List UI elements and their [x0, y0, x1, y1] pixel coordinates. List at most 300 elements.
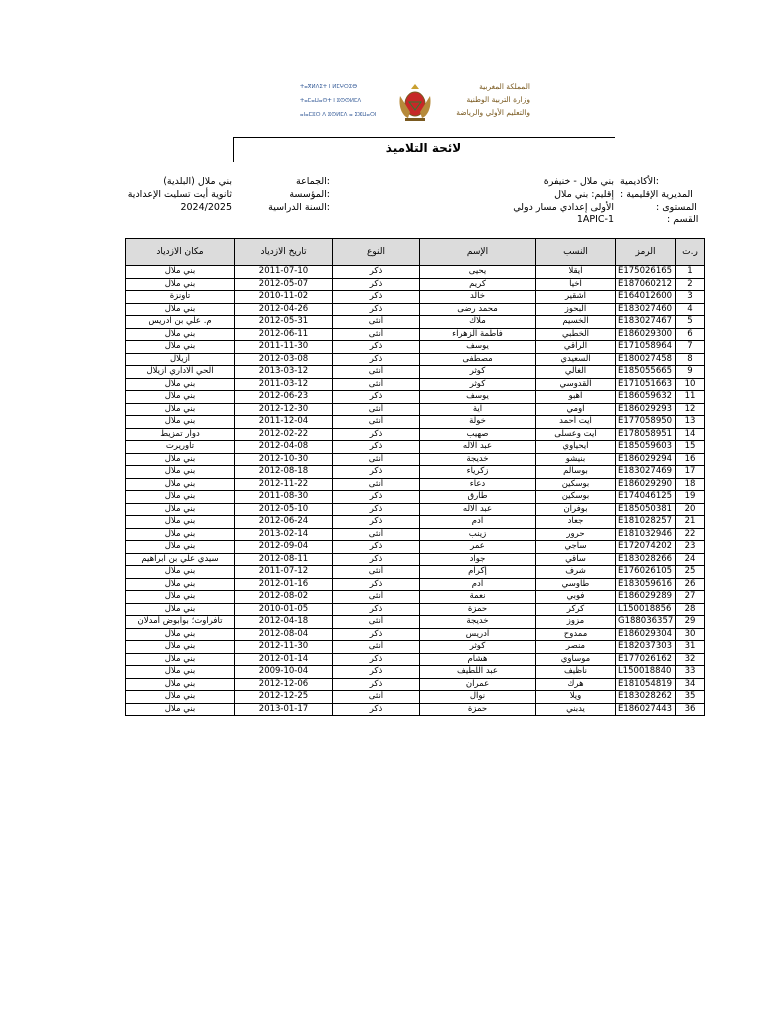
student-last-name: فوبي [536, 591, 616, 604]
row-number: 25 [676, 566, 705, 579]
student-last-name: القدوسي [536, 378, 616, 391]
student-first-name: كوثر [420, 366, 536, 379]
student-first-name: زينب [420, 528, 536, 541]
directorate-value: إقليم: بني ملال [554, 189, 614, 200]
student-code: E180027458 [616, 353, 676, 366]
student-first-name: نعمة [420, 591, 536, 604]
student-code: E183059616 [616, 578, 676, 591]
student-last-name: ناظيف [536, 666, 616, 679]
student-gender: ذكر [333, 703, 420, 716]
row-number: 30 [676, 628, 705, 641]
student-gender: أنثى [333, 616, 420, 629]
student-last-name: ساقي [536, 553, 616, 566]
student-code: E183027460 [616, 303, 676, 316]
student-birthplace: بني ملال [126, 516, 235, 529]
row-number: 27 [676, 591, 705, 604]
school-year-label: :السنة الدراسية [268, 202, 330, 213]
student-birthdate: 2012-04-08 [235, 441, 333, 454]
col-header-last-name: النسب [536, 239, 616, 266]
student-first-name: عمران [420, 678, 536, 691]
student-code: E186059632 [616, 391, 676, 404]
student-birthplace: بني ملال [126, 678, 235, 691]
section-value: 1APIC-1 [576, 214, 614, 225]
table-row [126, 553, 705, 566]
student-code: E185050381 [616, 503, 676, 516]
row-number: 9 [676, 366, 705, 379]
student-birthplace: الحي الاداري ازيلال [126, 366, 235, 379]
student-first-name: محمد رضى [420, 303, 536, 316]
table-row [126, 653, 705, 666]
student-first-name: خولة [420, 416, 536, 429]
student-code: E183028262 [616, 691, 676, 704]
student-last-name: ساجي [536, 541, 616, 554]
student-code: E186029290 [616, 478, 676, 491]
student-code: E186029289 [616, 591, 676, 604]
student-code: L150018840 [616, 666, 676, 679]
student-birthdate: 2012-01-16 [235, 578, 333, 591]
student-last-name: الخطبي [536, 328, 616, 341]
student-last-name: ايت أحمد [536, 416, 616, 429]
student-birthplace: دوار تمزيط [126, 428, 235, 441]
student-gender: أنثى [333, 416, 420, 429]
table-row [126, 666, 705, 679]
student-last-name: بوسكين [536, 491, 616, 504]
row-number: 29 [676, 616, 705, 629]
table-row [126, 628, 705, 641]
student-gender: ذكر [333, 678, 420, 691]
student-gender: أنثى [333, 641, 420, 654]
row-number: 24 [676, 553, 705, 566]
institution-label: :المؤسسة [289, 189, 330, 200]
tifinagh-ministry-text: ⵜⴰⴳⵍⴷⵉⵜ ⵏ ⵍⵎⵖⵔⵉⴱ ⵜⴰⵎⴰⵡⴰⵙⵜ ⵏ ⵓⵙⵙⵍⵎⴷ ⴰⵏⴰⵎⵓⵔ ⴷ ⵓⵙⵍⵎⴷ ⴰ ⵉⵣⵡⴰⵔⵏ [300, 84, 377, 118]
student-first-name: حمزة [420, 603, 536, 616]
row-number: 19 [676, 491, 705, 504]
student-birthdate: 2012-05-07 [235, 278, 333, 291]
student-last-name: حرور [536, 528, 616, 541]
student-gender: أنثى [333, 453, 420, 466]
table-row [126, 291, 705, 304]
table-row [126, 503, 705, 516]
student-birthdate: 2009-10-04 [235, 666, 333, 679]
row-number: 2 [676, 278, 705, 291]
student-code: E185059603 [616, 441, 676, 454]
row-number: 8 [676, 353, 705, 366]
student-first-name: إكرام [420, 566, 536, 579]
table-row [126, 566, 705, 579]
level-value: الأولى إعدادي مسار دولي [513, 202, 614, 213]
student-first-name: صهيب [420, 428, 536, 441]
row-number: 28 [676, 603, 705, 616]
row-number: 14 [676, 428, 705, 441]
student-code: E186029293 [616, 403, 676, 416]
student-gender: ذكر [333, 553, 420, 566]
student-first-name: نوال [420, 691, 536, 704]
student-birthplace: بني ملال [126, 403, 235, 416]
student-birthplace: بني ملال [126, 578, 235, 591]
col-header-number: ر.ت [676, 239, 705, 266]
student-code: E182037303 [616, 641, 676, 654]
student-last-name: مزوز [536, 616, 616, 629]
student-last-name: ايت وعسلى [536, 428, 616, 441]
student-birthplace: بني ملال [126, 341, 235, 354]
student-birthdate: 2012-04-18 [235, 616, 333, 629]
row-number: 13 [676, 416, 705, 429]
student-code: E186029294 [616, 453, 676, 466]
student-code: E181032946 [616, 528, 676, 541]
student-birthplace: م. علي بن ادريس [126, 316, 235, 329]
student-first-name: آية [420, 403, 536, 416]
student-gender: ذكر [333, 303, 420, 316]
student-first-name: عبد الاله [420, 503, 536, 516]
student-first-name: آدم [420, 516, 536, 529]
student-birthplace: أزيلال [126, 353, 235, 366]
student-birthdate: 2010-11-02 [235, 291, 333, 304]
table-row [126, 541, 705, 554]
student-last-name: الراقي [536, 341, 616, 354]
level-label: المستوى : [656, 202, 697, 213]
student-last-name: اشقير [536, 291, 616, 304]
student-birthdate: 2012-11-22 [235, 478, 333, 491]
student-birthplace: بني ملال [126, 453, 235, 466]
student-birthplace: بني ملال [126, 328, 235, 341]
section-label: القسم : [667, 214, 699, 225]
student-gender: ذكر [333, 353, 420, 366]
student-birthdate: 2012-08-02 [235, 591, 333, 604]
student-birthdate: 2012-05-31 [235, 316, 333, 329]
student-gender: ذكر [333, 466, 420, 479]
student-birthdate: 2010-01-05 [235, 603, 333, 616]
row-number: 18 [676, 478, 705, 491]
student-last-name: بوفران [536, 503, 616, 516]
row-number: 35 [676, 691, 705, 704]
student-first-name: آدم [420, 578, 536, 591]
table-row [126, 428, 705, 441]
student-code: E176026105 [616, 566, 676, 579]
student-last-name: منصر [536, 641, 616, 654]
student-birthplace: بني ملال [126, 653, 235, 666]
student-birthplace: بني ملال [126, 603, 235, 616]
student-code: E183027469 [616, 466, 676, 479]
student-first-name: عبد اللطيف [420, 666, 536, 679]
student-birthdate: 2011-03-12 [235, 378, 333, 391]
commune-value: بني ملال (البلدية) [163, 176, 232, 187]
row-number: 31 [676, 641, 705, 654]
student-first-name: يحيى [420, 266, 536, 279]
student-first-name: ملاك [420, 316, 536, 329]
student-birthdate: 2012-06-11 [235, 328, 333, 341]
student-last-name: شرف [536, 566, 616, 579]
student-last-name: اومي [536, 403, 616, 416]
student-code: E174046125 [616, 491, 676, 504]
student-last-name: اهبو [536, 391, 616, 404]
student-first-name: خديجة [420, 616, 536, 629]
student-gender: أنثى [333, 403, 420, 416]
student-gender: أنثى [333, 691, 420, 704]
student-first-name: مصطفى [420, 353, 536, 366]
student-birthplace: بني ملال [126, 641, 235, 654]
student-last-name: الغالي [536, 366, 616, 379]
student-gender: ذكر [333, 653, 420, 666]
student-code: E177026162 [616, 653, 676, 666]
row-number: 32 [676, 653, 705, 666]
row-number: 33 [676, 666, 705, 679]
student-birthdate: 2013-02-14 [235, 528, 333, 541]
student-birthdate: 2012-01-14 [235, 653, 333, 666]
row-number: 34 [676, 678, 705, 691]
student-first-name: خالد [420, 291, 536, 304]
student-first-name: كوثر [420, 378, 536, 391]
institution-value: ثانوية أيت تسليت الإعدادية [127, 189, 232, 200]
row-number: 26 [676, 578, 705, 591]
student-gender: ذكر [333, 516, 420, 529]
student-birthdate: 2011-07-10 [235, 266, 333, 279]
student-code: E185055665 [616, 366, 676, 379]
table-row [126, 578, 705, 591]
table-row [126, 703, 705, 716]
student-birthdate: 2011-12-04 [235, 416, 333, 429]
student-last-name: ممدوح [536, 628, 616, 641]
student-code: E164012600 [616, 291, 676, 304]
student-gender: أنثى [333, 478, 420, 491]
student-first-name: ادريس [420, 628, 536, 641]
student-gender: ذكر [333, 428, 420, 441]
student-code: G188036357 [616, 616, 676, 629]
row-number: 15 [676, 441, 705, 454]
col-header-first-name: الإسم [420, 239, 536, 266]
student-birthdate: 2012-08-18 [235, 466, 333, 479]
student-birthplace: بني ملال [126, 391, 235, 404]
student-birthdate: 2012-12-30 [235, 403, 333, 416]
row-number: 23 [676, 541, 705, 554]
student-birthdate: 2011-08-30 [235, 491, 333, 504]
student-gender: ذكر [333, 503, 420, 516]
student-first-name: فاطمة الزهراء [420, 328, 536, 341]
student-gender: ذكر [333, 266, 420, 279]
student-last-name: الخسيم [536, 316, 616, 329]
student-gender: أنثى [333, 528, 420, 541]
student-birthdate: 2012-06-24 [235, 516, 333, 529]
student-birthplace: بني ملال [126, 528, 235, 541]
student-first-name: طارق [420, 491, 536, 504]
student-birthdate: 2012-12-25 [235, 691, 333, 704]
ministry-name-text: المملكة المغربية وزارة التربية الوطنية والتعليم الأولي والرياضة [456, 82, 530, 117]
academy-value: بني ملال - خنيفرة [543, 176, 614, 187]
row-number: 7 [676, 341, 705, 354]
col-header-birthplace: مكان الازدياد [126, 239, 235, 266]
table-row [126, 403, 705, 416]
student-birthdate: 2013-01-17 [235, 703, 333, 716]
student-birthplace: بني ملال [126, 503, 235, 516]
student-first-name: جواد [420, 553, 536, 566]
table-header-row [126, 239, 705, 266]
student-birthplace: بني ملال [126, 666, 235, 679]
student-first-name: هشام [420, 653, 536, 666]
table-row [126, 691, 705, 704]
col-header-code: الرمز [616, 239, 676, 266]
table-row [126, 466, 705, 479]
student-birthplace: بني ملال [126, 491, 235, 504]
school-year-value: 2024/2025 [180, 202, 232, 213]
student-code: E187060212 [616, 278, 676, 291]
student-last-name: موساوي [536, 653, 616, 666]
student-birthdate: 2012-09-04 [235, 541, 333, 554]
student-code: E171051663 [616, 378, 676, 391]
academy-label: :الأكاديمية [620, 176, 660, 187]
student-birthdate: 2012-11-30 [235, 641, 333, 654]
student-birthdate: 2012-04-26 [235, 303, 333, 316]
student-code: E177058950 [616, 416, 676, 429]
student-birthdate: 2011-11-30 [235, 341, 333, 354]
student-birthplace: بني ملال [126, 691, 235, 704]
table-row [126, 341, 705, 354]
table-row [126, 678, 705, 691]
student-gender: أنثى [333, 366, 420, 379]
student-last-name: يدبني [536, 703, 616, 716]
student-gender: ذكر [333, 628, 420, 641]
table-row [126, 366, 705, 379]
table-row [126, 491, 705, 504]
student-gender: أنثى [333, 328, 420, 341]
student-gender: أنثى [333, 591, 420, 604]
student-first-name: خديجة [420, 453, 536, 466]
table-row [126, 616, 705, 629]
student-gender: ذكر [333, 341, 420, 354]
students-table [125, 238, 705, 716]
row-number: 3 [676, 291, 705, 304]
student-birthplace: بني ملال [126, 416, 235, 429]
student-last-name: السعيدي [536, 353, 616, 366]
student-last-name: طاوسي [536, 578, 616, 591]
student-birthplace: تافراوت؛ بوابوض أمدلان [126, 616, 235, 629]
student-birthplace: بني ملال [126, 466, 235, 479]
student-birthplace: بني ملال [126, 278, 235, 291]
table-row [126, 603, 705, 616]
student-birthplace: بني ملال [126, 541, 235, 554]
col-header-birthdate: تاريخ الازدياد [235, 239, 333, 266]
student-code: E175026165 [616, 266, 676, 279]
student-gender: ذكر [333, 491, 420, 504]
row-number: 1 [676, 266, 705, 279]
student-first-name: حمزة [420, 703, 536, 716]
row-number: 10 [676, 378, 705, 391]
student-birthdate: 2012-12-06 [235, 678, 333, 691]
student-gender: ذكر [333, 441, 420, 454]
student-last-name: جعاد [536, 516, 616, 529]
student-birthplace: بني ملال [126, 378, 235, 391]
student-code: E181028257 [616, 516, 676, 529]
student-code: E178058951 [616, 428, 676, 441]
table-row [126, 516, 705, 529]
table-row [126, 266, 705, 279]
row-number: 5 [676, 316, 705, 329]
student-code: L150018856 [616, 603, 676, 616]
student-last-name: بوسكين [536, 478, 616, 491]
table-row [126, 528, 705, 541]
row-number: 4 [676, 303, 705, 316]
table-row [126, 416, 705, 429]
student-gender: أنثى [333, 566, 420, 579]
table-row [126, 641, 705, 654]
student-gender: ذكر [333, 603, 420, 616]
student-gender: أنثى [333, 378, 420, 391]
student-birthplace: بني ملال [126, 266, 235, 279]
student-birthdate: 2012-08-04 [235, 628, 333, 641]
student-first-name: دعاء [420, 478, 536, 491]
student-birthdate: 2012-03-08 [235, 353, 333, 366]
student-gender: ذكر [333, 291, 420, 304]
student-first-name: يوسف [420, 341, 536, 354]
student-birthplace: بني ملال [126, 566, 235, 579]
kingdom-emblem-icon [396, 82, 434, 124]
student-first-name: عبد الاله [420, 441, 536, 454]
table-row [126, 353, 705, 366]
student-birthdate: 2012-08-11 [235, 553, 333, 566]
row-number: 11 [676, 391, 705, 404]
student-birthplace: سيدي علي بن ابراهيم [126, 553, 235, 566]
student-code: E186029300 [616, 328, 676, 341]
table-row [126, 591, 705, 604]
table-body [126, 266, 705, 716]
student-first-name: كوثر [420, 641, 536, 654]
student-birthplace: بني ملال [126, 703, 235, 716]
student-last-name: ويلا [536, 691, 616, 704]
letterhead-logo [300, 80, 530, 126]
page-title: لائحة التلاميذ [385, 141, 462, 155]
student-last-name: بوسالم [536, 466, 616, 479]
row-number: 22 [676, 528, 705, 541]
student-gender: ذكر [333, 666, 420, 679]
student-code: E186029304 [616, 628, 676, 641]
table-row [126, 453, 705, 466]
student-code: E172074202 [616, 541, 676, 554]
student-gender: ذكر [333, 541, 420, 554]
table-row [126, 391, 705, 404]
table-row [126, 278, 705, 291]
student-last-name: كركر [536, 603, 616, 616]
table-row [126, 478, 705, 491]
row-number: 36 [676, 703, 705, 716]
student-first-name: كريم [420, 278, 536, 291]
row-number: 17 [676, 466, 705, 479]
student-last-name: ايقلا [536, 266, 616, 279]
student-gender: ذكر [333, 278, 420, 291]
student-birthdate: 2012-10-30 [235, 453, 333, 466]
student-birthdate: 2011-07-12 [235, 566, 333, 579]
student-birthdate: 2012-06-23 [235, 391, 333, 404]
directorate-label: المديرية الإقليمية : [620, 189, 693, 200]
row-number: 12 [676, 403, 705, 416]
student-code: E183027467 [616, 316, 676, 329]
col-header-gender: النوع [333, 239, 420, 266]
student-last-name: بنيشو [536, 453, 616, 466]
student-first-name: عمر [420, 541, 536, 554]
student-birthplace: تاونزة [126, 291, 235, 304]
student-code: E186027443 [616, 703, 676, 716]
student-first-name: يوسف [420, 391, 536, 404]
student-birthplace: تاوريرت [126, 441, 235, 454]
student-birthdate: 2012-05-10 [235, 503, 333, 516]
student-birthplace: بني ملال [126, 478, 235, 491]
row-number: 6 [676, 328, 705, 341]
student-last-name: اخيا [536, 278, 616, 291]
student-birthplace: بني ملال [126, 591, 235, 604]
student-gender: ذكر [333, 391, 420, 404]
table-row [126, 303, 705, 316]
student-last-name: البحوز [536, 303, 616, 316]
student-birthplace: بني ملال [126, 628, 235, 641]
student-birthdate: 2013-03-12 [235, 366, 333, 379]
student-code: E183028266 [616, 553, 676, 566]
